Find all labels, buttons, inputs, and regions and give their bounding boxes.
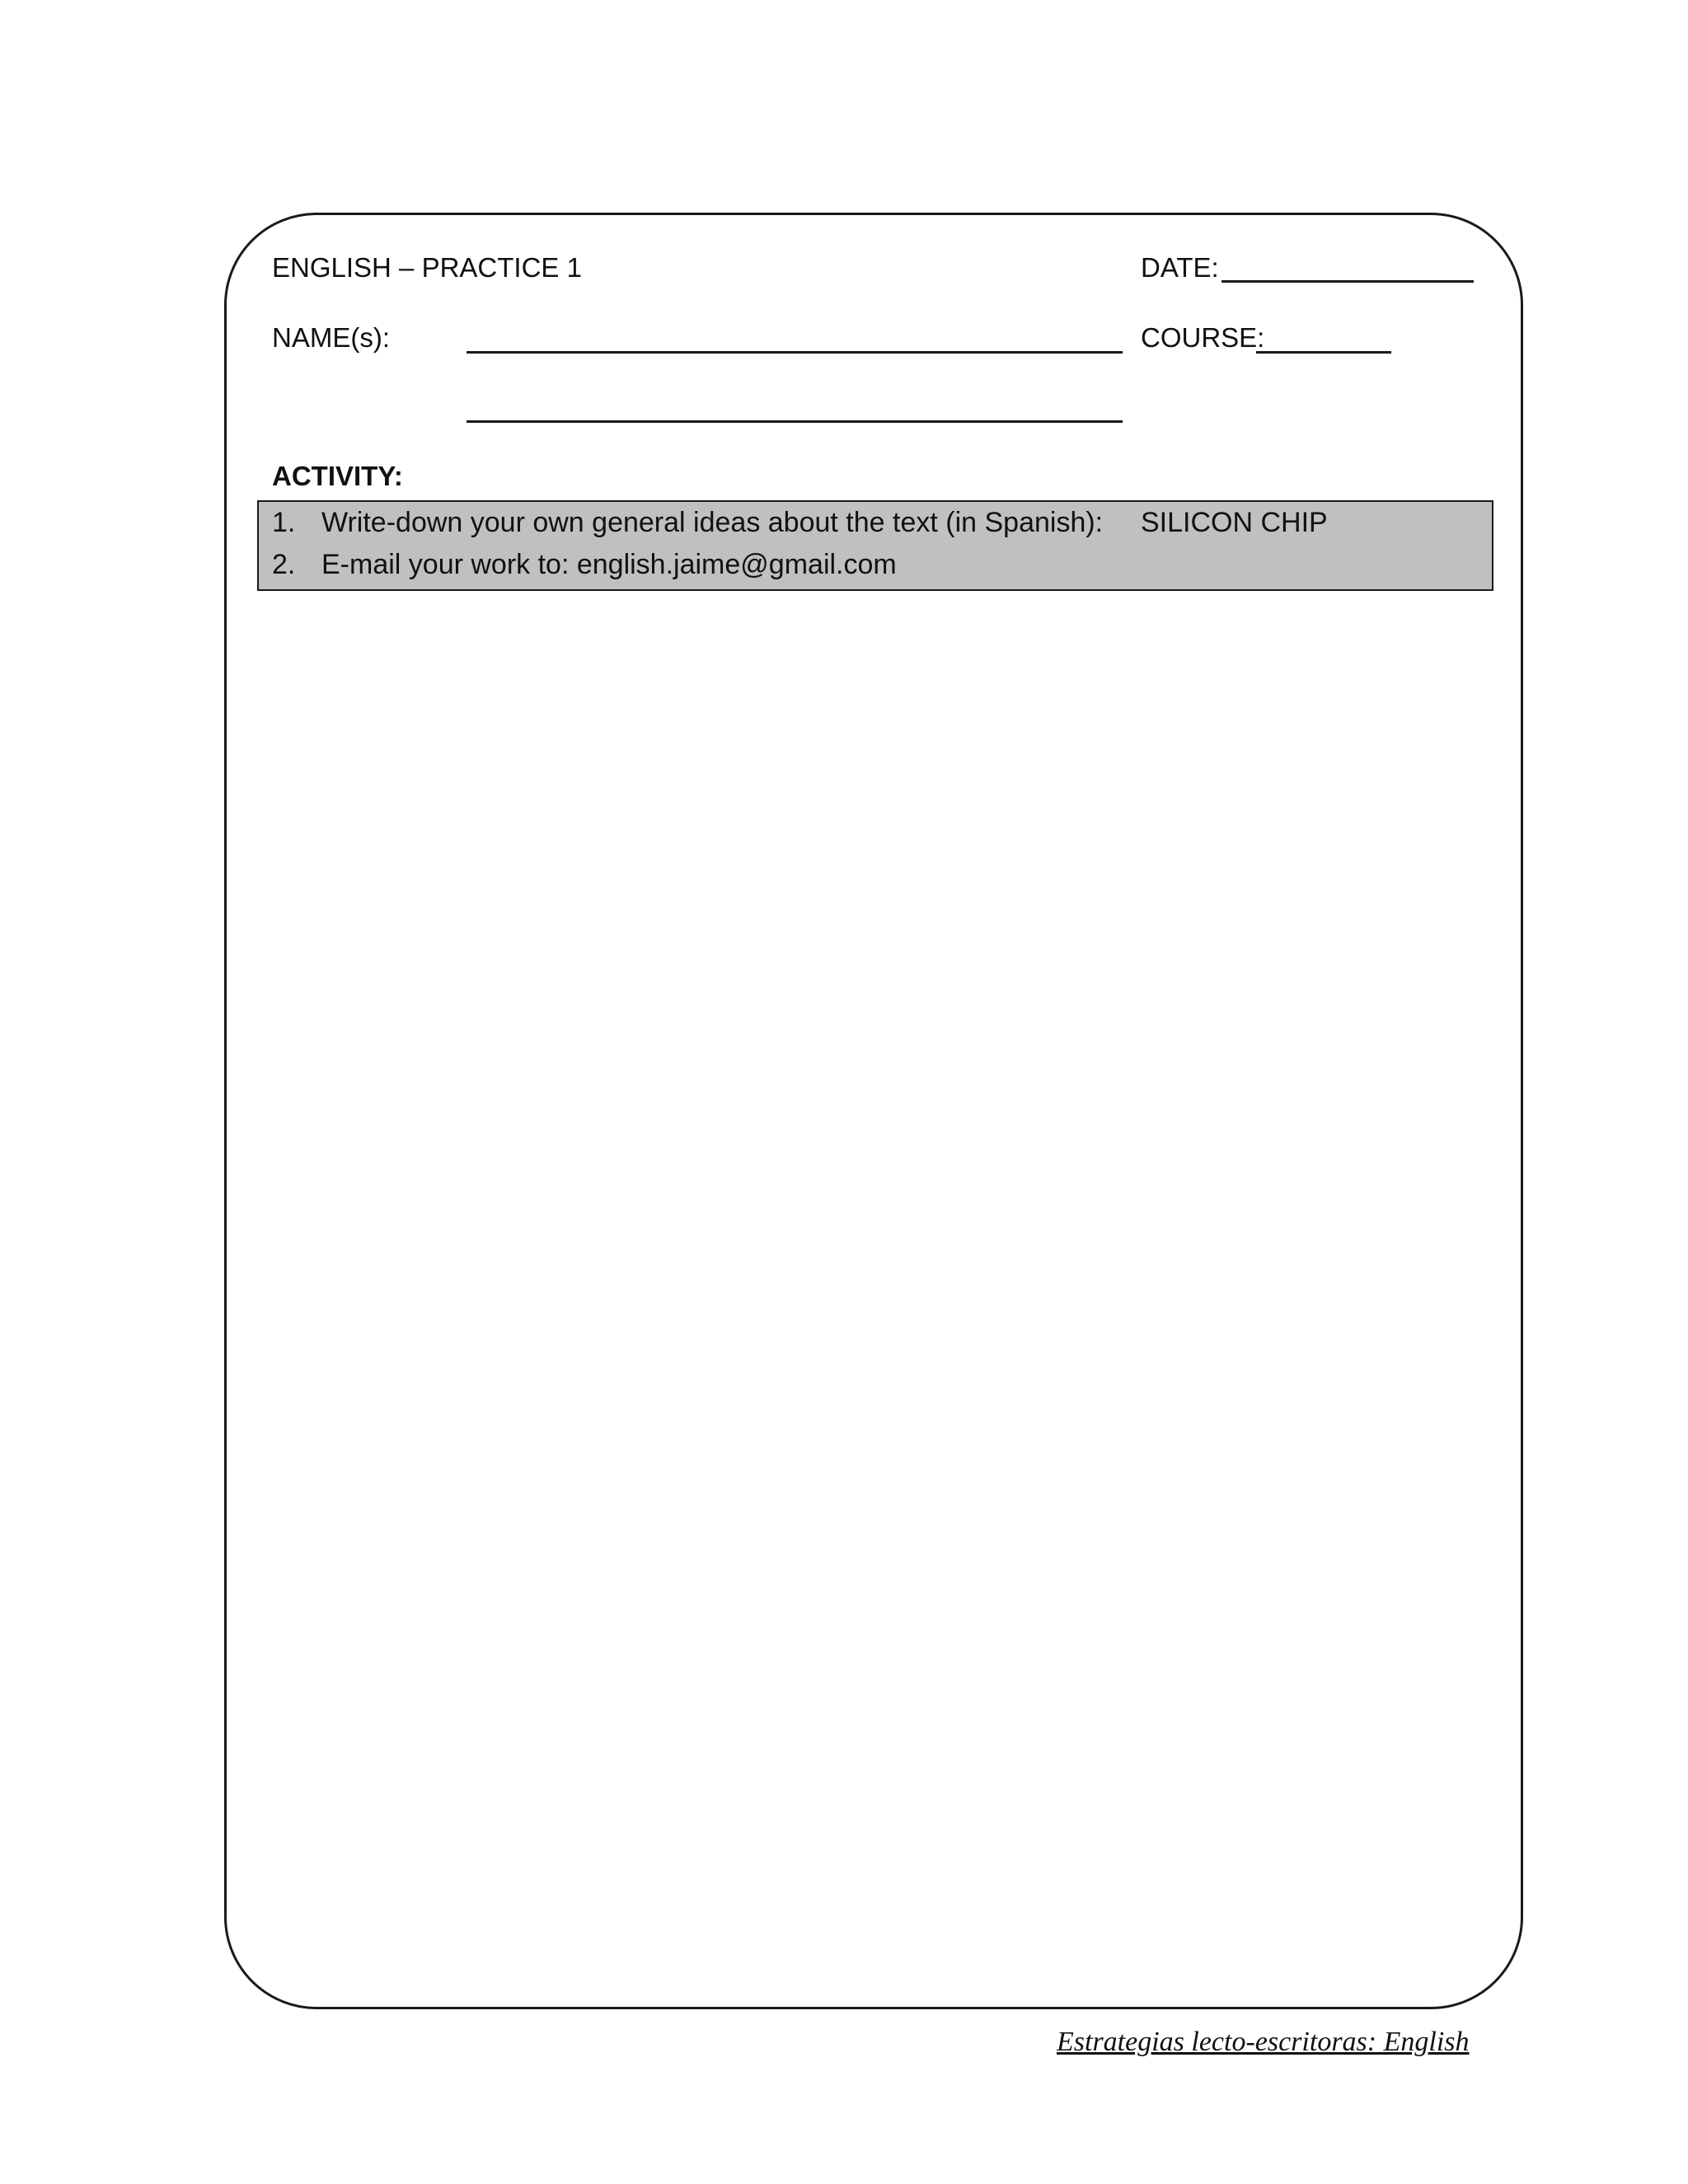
footer-caption: Estrategias lecto-escritoras: English [1057, 2027, 1470, 2057]
date-field[interactable] [1221, 280, 1474, 283]
activity-heading: ACTIVITY: [272, 461, 403, 491]
worksheet-title: ENGLISH – PRACTICE 1 [272, 252, 582, 283]
instruction-number-2: 2. [272, 549, 296, 580]
instruction-text-1: Write-down your own general ideas about the text (in Spanish): [321, 507, 1104, 538]
instruction-number-1: 1. [272, 507, 296, 538]
date-label: DATE: [1141, 252, 1219, 283]
name-field-2[interactable] [467, 420, 1123, 423]
course-label: COURSE: [1141, 322, 1265, 353]
name-field-1[interactable] [467, 351, 1123, 354]
worksheet-frame [224, 213, 1523, 2009]
instruction-text-2: E-mail your work to: english.jaime@gmail.com [321, 549, 897, 580]
names-label: NAME(s): [272, 322, 390, 353]
topic-label: SILICON CHIP [1141, 507, 1328, 538]
course-field[interactable] [1256, 351, 1391, 354]
